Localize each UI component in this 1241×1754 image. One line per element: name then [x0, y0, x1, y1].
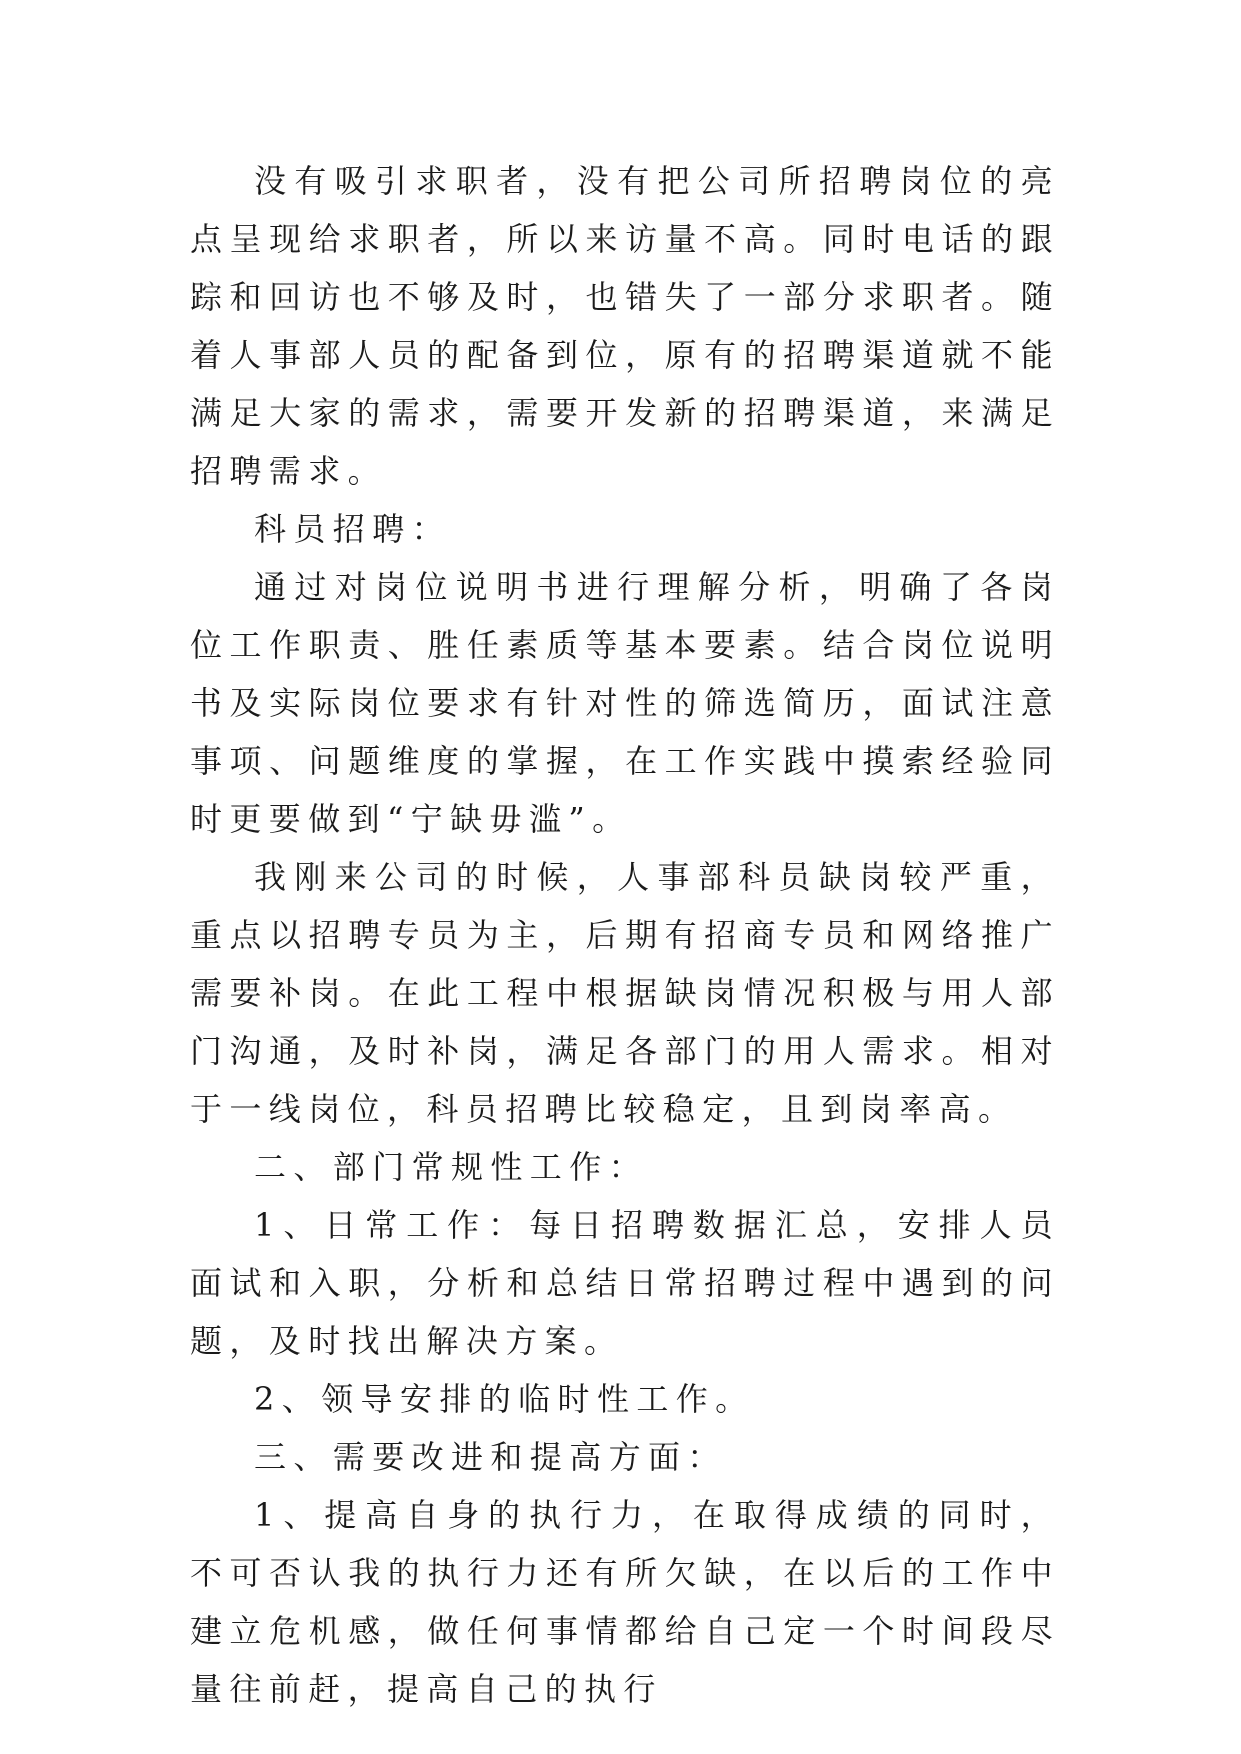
paragraph-daily-work: 1、日常工作：每日招聘数据汇总，安排人员面试和入职，分析和总结日常招聘过程中遇到的问题，及时找出解决方案。 [190, 1206, 1060, 1360]
document-body [190, 152, 1060, 1718]
heading-improvements: 三、需要改进和提高方面： [254, 1438, 727, 1476]
paragraph-execution-ability: 1、提高自身的执行力，在取得成绩的同时，不可否认我的执行力还有所欠缺，在以后的工作中建立危机感，做任何事情都给自己定一个时间段尽量往前赶，提高自己的执行 [190, 1496, 1060, 1708]
heading-clerk-recruitment: 科员招聘： [254, 510, 452, 548]
paragraph-recruiting-issues: 没有吸引求职者，没有把公司所招聘岗位的亮点呈现给求职者，所以来访量不高。同时电话的跟踪和回访也不够及时，也错失了一部分求职者。随着人事部人员的配备到位，原有的招聘渠道就不能满足大家的需求，需要开发新的招聘渠道，来满足招聘需求。 [190, 162, 1060, 490]
paragraph-job-description-analysis: 通过对岗位说明书进行理解分析，明确了各岗位工作职责、胜任素质等基本要素。结合岗位说明书及实际岗位要求有针对性的筛选简历，面试注意事项、问题维度的掌握，在工作实践中摸索经验同时更要做到“宁缺毋滥”。 [190, 568, 1060, 838]
paragraph-temporary-work: 2、领导安排的临时性工作。 [254, 1380, 755, 1418]
heading-routine-work: 二、部门常规性工作： [254, 1148, 649, 1186]
paragraph-staffing-shortage: 我刚来公司的时候，人事部科员缺岗较严重，重点以招聘专员为主，后期有招商专员和网络推广需要补岗。在此工程中根据缺岗情况积极与用人部门沟通，及时补岗，满足各部门的用人需求。相对于一线岗位，科员招聘比较稳定，且到岗率高。 [190, 858, 1060, 1128]
